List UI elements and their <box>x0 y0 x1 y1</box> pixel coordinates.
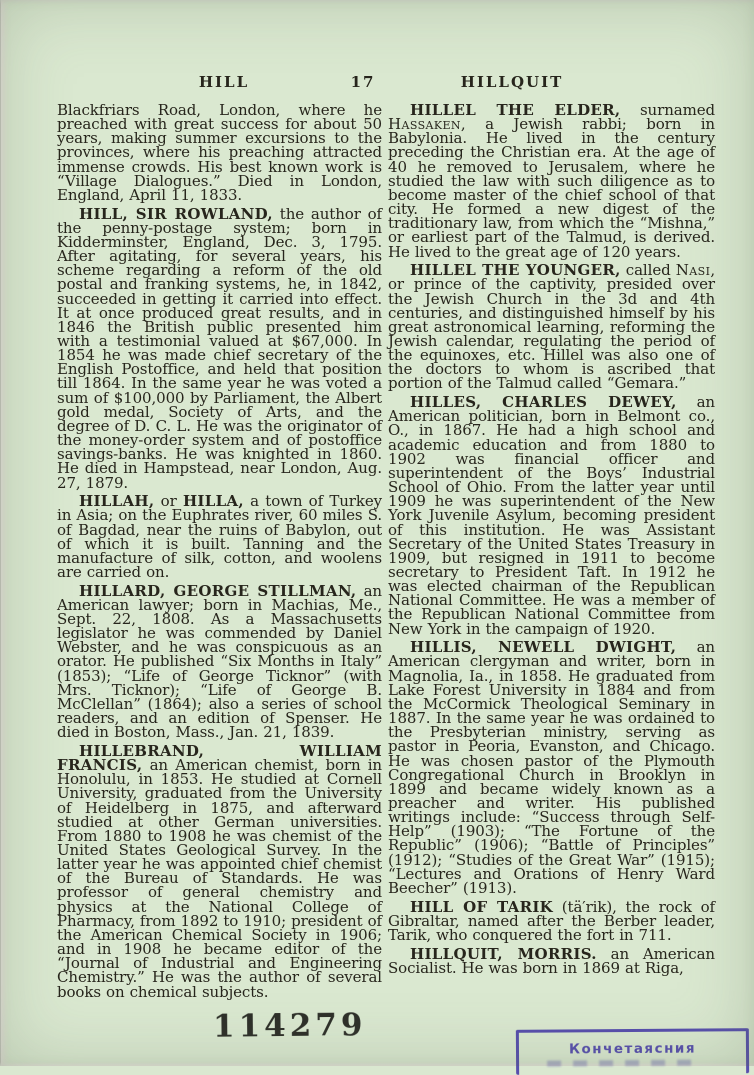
entry-text: Hassaken <box>388 115 461 134</box>
entry-term: HILLA, <box>182 492 244 511</box>
entry-term: HILL OF TARIK <box>410 897 554 916</box>
right-column <box>388 103 715 979</box>
entry <box>388 103 715 259</box>
entry <box>57 204 383 492</box>
entry <box>57 103 382 202</box>
entry-text: called <box>620 261 676 280</box>
entry-text: or <box>154 492 183 511</box>
entry <box>57 581 382 742</box>
entry-text: an American chemist, born in Honolulu, in 1853. He studied at Cornell University, graduated from the University of Heidelberg in 1875, and afterward studied at other German universities. From 1880 to 1908 he was chemist of the United States Geological Survey. In the latter year he was appointed chief chemist of the Bureau of Standards. He was professor of general chemistry and physics at the National College of Pharmacy, from 1892 to 1910; president of the American Chemical Society in 1906; and in 1908 he became editor of the “Journal of Industrial and Engineering Chemistry.” He was the author of several books on chemical subjects. <box>57 756 382 1001</box>
entry <box>388 944 715 977</box>
entry-text: an American clergyman and writer, born in Magnolia, Ia., in 1858. He graduated from Lake Forest University in 1884 and from the McCormick Theological Seminary in 1887. In the same year he was ordained to the Presbyterian ministry, serving as pastor in Peoria, Evanston, and Chicago. He was chosen pastor of the Plymouth Congregational Church in Brooklyn in 1899 and became widely known as a preacher and writer. His published writings include: “Success through Self-Help” (1903); “The Fortune of the Republic” (1906); “Battle of Principles” (1912); “Studies of the Great War” (1915); “Lectures and Orations of Henry Ward Beecher” (1913). <box>388 638 715 897</box>
entry-text: an American Socialist. He was born in 1869 at Riga, <box>388 944 715 977</box>
entry-text: (tä′rik), the rock of Gibraltar, named after the Berber leader, Tarik, who conquered the fort in 711. <box>388 897 715 944</box>
entry-term: HILLIS, NEWELL DWIGHT, <box>410 638 677 657</box>
entry-term: HILLEL THE ELDER, <box>410 101 621 119</box>
entry-text: an American lawyer; born in Machias, Me., Sept. 22, 1808. As a Massachusetts legislator he was commended by Daniel Webster, and he was conspicuous as an orator. He published “Six Months in Italy” (1853); “Life of George Ticknor” (with Mrs. Ticknor); “Life of George B. McClellan” (1864); also a series of school readers, and an edition of Spenser. He died in Boston, Mass., Jan. 21, 1839. <box>57 581 382 742</box>
entry-term: HILLEL THE YOUNGER, <box>410 261 621 280</box>
entry-term: HILL, SIR ROWLAND, <box>79 204 273 223</box>
entry-text: , a Jewish rabbi; born in Babylonia. He lived in the century preceding the Christian era. At the age of 40 he removed to Jerusalem, where he studied the law with such diligence as to become master of the chief school of that city. He formed a new digest of the traditionary law, from which the “Mishna,” or earliest part of the Talmud, is derived. He lived to the great age of 120 years. <box>388 115 715 261</box>
entry-term: HILLAH, <box>79 492 155 511</box>
entry-term: HILLQUIT, MORRIS. <box>410 944 597 963</box>
entry-text: a town of Turkey in Asia; on the Euphrates river, 60 miles S. of Bagdad, near the ruins of Babylon, out of which it is built. Tanning and the manufacture of silk, cotton, and woolens are carried on. <box>57 492 382 581</box>
entry-text: Blackfriars Road, London, where he preached with great success for about 50 years, making summer excursions to the provinces, where his preaching attracted immense crowds. His best known work is “Village Dialogues.” Died in London, England, April 11, 1833. <box>57 101 382 204</box>
running-head-left-title: HILL <box>198 73 250 91</box>
library-ink-stamp <box>516 1028 749 1075</box>
running-head-right-title: HILLQUIT <box>460 73 564 91</box>
entry <box>57 741 382 1001</box>
entry <box>388 261 715 393</box>
library-ink-stamp-text: Кончетаясния <box>568 1040 697 1058</box>
scan-left-edge <box>0 0 9 1066</box>
entry-text: , or prince of the captivity, presided over the Jewish Church in the 3d and 4th centuries, and distinguished himself by his great astronomical learning, reforming the Jewish calendar, regulating the period of the equinoxes, etc. Hillel was also one of the doctors to whom is ascribed that portion of the Talmud called “Gemara.” <box>388 261 715 393</box>
entry-text: an American politician, born in Belmont co., O., in 1867. He had a high school and academic education and from 1880 to 1902 was financial officer and superintendent of the Boys’ Industrial School of Ohio. From the latter year until 1909 he was superintendent of the New York Juvenile Asylum, becoming president of this institution. He was Assistant Secretary of the United States Treasury in 1909, but resigned in 1911 to become secretary to President Taft. In 1912 he was elected chairman of the Republican National Committee. He was a member of the Republican National Committee from New York in the campaign of 1920. <box>388 393 715 638</box>
entry-text: surnamed <box>620 101 715 119</box>
entry <box>388 897 715 944</box>
entry <box>388 395 715 636</box>
accession-number-stamp: 114279 <box>212 1007 367 1045</box>
entry-term: HILLEBRAND, WILLIAM FRANCIS, <box>57 741 382 775</box>
entry-text: the author of the penny-postage system; born in Kidderminster, England, Dec. 3, 1795. After agitating, for several years, his scheme regarding a reform of the old postal and franking systems, he, in 1842, succeeded in getting it carried into effect. It at once produced great results, and in 1846 the British public presented him with a testimonial valued at $67,000. In 1854 he was made chief secretary of the English Postoffice, and held that position till 1864. In the same year he was voted a sum of $100,000 by Parliament, the Albert gold medal, Society of Arts, and the degree of D. C. L. He was the originator of the money-order system and of postoffice savings-banks. He was knighted in 1860. He died in Hampstead, near London, Aug. 27, 1879. <box>57 204 383 492</box>
page-number: 17 <box>350 73 376 91</box>
scan-top-edge <box>0 0 754 4</box>
left-column <box>57 103 382 1003</box>
entry-term: HILLARD, GEORGE STILLMAN, <box>79 581 357 600</box>
entry <box>388 640 715 895</box>
entry <box>57 494 382 579</box>
entry-text: Nasi <box>675 261 711 280</box>
entry-term: HILLES, CHARLES DEWEY, <box>410 393 677 412</box>
